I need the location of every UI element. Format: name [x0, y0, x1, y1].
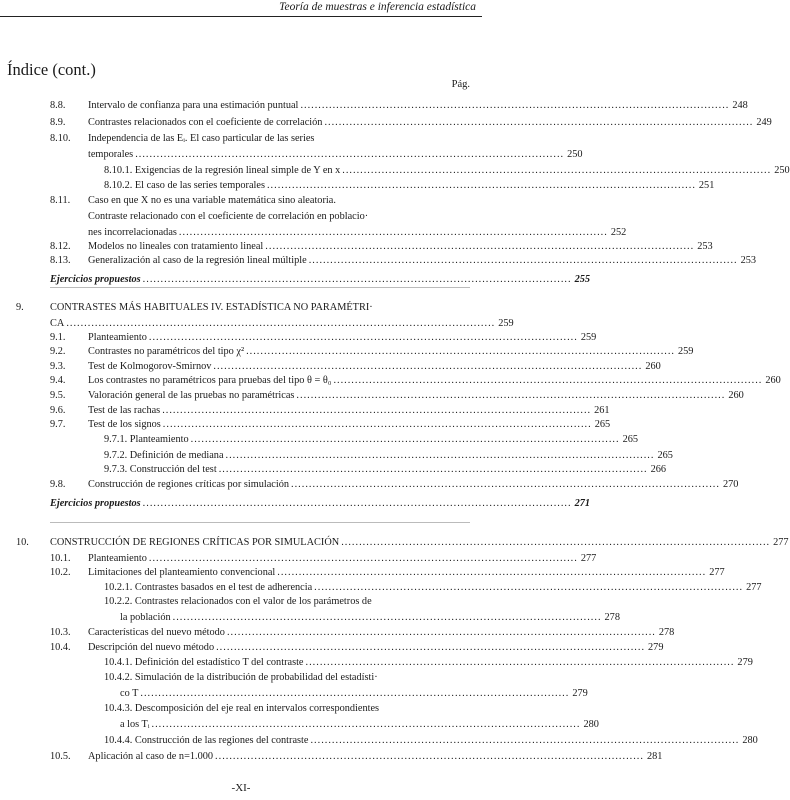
toc-leader-dots: ........................................................................................................................	[216, 642, 646, 653]
toc-entry	[0, 180, 715, 192]
page-number-footer: -XI-	[231, 782, 251, 794]
toc-entry-page: 270	[722, 479, 739, 490]
toc-entry-number: 10.4.	[50, 642, 71, 653]
toc-entry-page: 279	[737, 657, 753, 668]
toc-entry	[0, 255, 757, 267]
toc-leader-dots: ........................................................................................................................	[172, 612, 602, 623]
toc-entry	[0, 751, 663, 763]
toc-entry-number: 10.5.	[50, 751, 71, 762]
toc-entry-number: 8.8.	[50, 100, 66, 111]
toc-entry	[0, 346, 694, 358]
section-divider	[50, 287, 470, 288]
toc-entry	[0, 419, 611, 431]
toc-entry-title: nes incorrelacionadas	[88, 227, 177, 238]
toc-leader-dots: ........................................................................................................................	[308, 255, 738, 266]
toc-leader-dots: ........................................................................................................................	[151, 719, 581, 730]
toc-leader-dots: ........................................................................................................................	[162, 419, 592, 430]
toc-entry-title: Construcción de regiones críticas por simulación	[88, 479, 290, 490]
toc-entry-page: 271	[574, 498, 591, 509]
toc-entry	[0, 498, 591, 510]
toc-entry-number: 8.12.	[50, 241, 71, 252]
toc-entry-title: 10.2.2. Contrastes relacionados con el valor de los parámetros de	[104, 596, 372, 607]
toc-entry	[0, 405, 610, 417]
toc-entry-page: 277	[580, 553, 597, 564]
toc-entry-title: Aplicación al caso de n=1.000	[88, 751, 214, 762]
toc-entry	[0, 274, 591, 286]
toc-leader-dots: ........................................................................................................................	[296, 390, 726, 401]
toc-entry	[0, 735, 758, 747]
toc-entry-number: 8.10.	[50, 133, 71, 144]
toc-entry	[0, 390, 744, 402]
toc-entry	[0, 450, 673, 462]
toc-entry-page: 280	[583, 719, 599, 730]
toc-leader-dots: ........................................................................................................................	[305, 657, 735, 668]
toc-leader-dots: ........................................................................................................................	[266, 180, 696, 191]
running-header-title: Teoría de muestras e inferencia estadística	[279, 1, 476, 13]
toc-entry-title: 10.2.1. Contrastes basados en el test de adherencia	[104, 582, 313, 593]
toc-entry	[0, 567, 725, 579]
toc-entry-title: Contraste relacionado con el coeficiente de correlación en poblacio·	[88, 211, 369, 222]
toc-entry-page: 277	[709, 567, 725, 578]
toc-entry	[0, 165, 790, 177]
toc-entry-number: 9.8.	[50, 479, 66, 490]
toc-entry	[0, 375, 781, 387]
toc-entry-title: Test de las rachas	[88, 405, 161, 416]
toc-leader-dots: ........................................................................................................................	[324, 117, 754, 128]
toc-entry-title: Test de Kolmogorov-Smirnov	[88, 361, 212, 372]
toc-entry-page: 248	[732, 100, 748, 111]
toc-entry-title: Contrastes relacionados con el coeficiente de correlación	[88, 117, 323, 128]
toc-leader-dots: ........................................................................................................................	[190, 434, 620, 445]
toc-entry	[0, 100, 748, 112]
toc-leader-dots: ........................................................................................................................	[140, 688, 570, 699]
toc-entry-title: la población	[120, 612, 171, 623]
toc-leader-dots: ........................................................................................................................	[333, 375, 763, 386]
toc-leader-dots: ........................................................................................................................	[162, 405, 592, 416]
toc-entry	[0, 537, 789, 549]
toc-entry-number: 9.2.	[50, 346, 66, 357]
toc-entry-number: 10.	[16, 537, 29, 548]
toc-leader-dots: ........................................................................................................................	[291, 479, 720, 490]
toc-leader-dots: ........................................................................................................................	[66, 318, 496, 329]
toc-leader-dots: ........................................................................................................................	[226, 627, 656, 638]
toc-entry-title: Modelos no lineales con tratamiento lineal	[88, 241, 264, 252]
toc-entry-title: 10.4.4. Construcción de las regiones del contraste	[104, 735, 309, 746]
toc-entry-page: 278	[604, 612, 620, 623]
toc-leader-dots: ........................................................................................................................	[213, 361, 643, 372]
toc-entry	[0, 241, 713, 253]
toc-leader-dots: ........................................................................................................................	[341, 537, 771, 548]
toc-entry-number: 8.11.	[50, 195, 71, 206]
toc-leader-dots: ........................................................................................................................	[310, 735, 740, 746]
toc-leader-dots: ........................................................................................................................	[215, 751, 644, 762]
toc-entry	[0, 612, 620, 624]
toc-entry-title: Generalización al caso de la regresión lineal múltiple	[88, 255, 307, 266]
toc-entry-page: 266	[650, 464, 667, 475]
toc-entry	[0, 596, 474, 608]
toc-leader-dots: ........................................................................................................................	[178, 227, 608, 238]
toc-entry-number: 9.3.	[50, 361, 66, 372]
toc-entry-page: 280	[742, 735, 758, 746]
index-title: Índice (cont.)	[7, 60, 96, 79]
toc-entry-page: 277	[773, 537, 789, 548]
toc-entry	[0, 479, 739, 491]
toc-entry-page: 277	[746, 582, 762, 593]
toc-entry-title: Contrastes no paramétricos del tipo χ²	[88, 346, 245, 357]
toc-entry-page: 250	[774, 165, 790, 176]
toc-entry-page: 278	[658, 627, 675, 638]
toc-leader-dots: ........................................................................................................................	[135, 149, 565, 160]
toc-leader-dots: ........................................................................................................................	[218, 464, 648, 475]
toc-leader-dots: ........................................................................................................................	[225, 450, 655, 461]
toc-entry-page: 265	[657, 450, 673, 461]
toc-leader-dots: ........................................................................................................................	[246, 346, 675, 357]
toc-entry-title: Test de los signos	[88, 419, 161, 430]
toc-entry-title: Características del nuevo método	[88, 627, 225, 638]
toc-entry	[0, 302, 474, 314]
toc-leader-dots: ........................................................................................................................	[265, 241, 695, 252]
toc-entry-title: CONTRASTES MÁS HABITUALES IV. ESTADÍSTICA NO PARAMÉTRI·	[50, 302, 373, 313]
toc-entry-page: 260	[765, 375, 781, 386]
toc-entry-page: 279	[648, 642, 664, 653]
toc-entry-page: 255	[574, 274, 591, 285]
toc-entry-title: Valoración general de las pruebas no paramétricas	[88, 390, 295, 401]
toc-entry-title: Intervalo de confianza para una estimación puntual	[88, 100, 299, 111]
section-divider	[50, 522, 470, 523]
toc-entry-title: Caso en que X no es una variable matemática sino aleatoria.	[88, 195, 336, 206]
toc-entry	[0, 672, 474, 684]
toc-entry-title: temporales	[88, 149, 134, 160]
toc-entry	[0, 318, 514, 330]
toc-entry-page: 252	[610, 227, 627, 238]
toc-entry-number: 9.5.	[50, 390, 66, 401]
toc-entry-page: 261	[594, 405, 610, 416]
toc-entry-page: 250	[567, 149, 583, 160]
toc-entry	[0, 361, 661, 373]
toc-entry	[0, 464, 667, 476]
toc-entry-page: 253	[697, 241, 713, 252]
toc-entry-title: 8.10.2. El caso de las series temporales	[104, 180, 265, 191]
toc-entry-title: Ejercicios propuestos	[50, 498, 141, 509]
toc-entry-number: 8.13.	[50, 255, 71, 266]
page-column-label: Pág.	[451, 79, 470, 90]
toc-entry-number: 10.2.	[50, 567, 71, 578]
toc-entry-title: Los contrastes no paramétricos para pruebas del tipo θ = θ₀	[88, 375, 332, 386]
toc-entry-page: 281	[646, 751, 663, 762]
toc-entry-title: Independencia de las Eᵢ. El caso particular de las series	[88, 133, 315, 144]
toc-entry	[0, 434, 639, 446]
toc-leader-dots: ........................................................................................................................	[314, 582, 744, 593]
toc-entry	[0, 227, 627, 239]
toc-entry-number: 10.1.	[50, 553, 71, 564]
toc-entry-title: 9.7.2. Definición de mediana	[104, 450, 224, 461]
toc-entry-title: co T	[120, 688, 139, 699]
toc-entry-page: 259	[498, 318, 514, 329]
toc-entry-title: CA	[50, 318, 65, 329]
toc-entry-title: Planteamiento	[88, 553, 147, 564]
toc-entry	[0, 553, 597, 565]
toc-entry-page: 260	[728, 390, 744, 401]
toc-entry	[0, 582, 762, 594]
toc-entry-page: 265	[594, 419, 611, 430]
toc-entry-number: 9.4.	[50, 375, 66, 386]
toc-leader-dots: ........................................................................................................................	[277, 567, 707, 578]
toc-leader-dots: ........................................................................................................................	[142, 274, 572, 285]
toc-entry-page: 265	[622, 434, 639, 445]
toc-entry-title: Ejercicios propuestos	[50, 274, 141, 285]
toc-entry-title: 9.7.1. Planteamiento	[104, 434, 189, 445]
toc-leader-dots: ........................................................................................................................	[148, 332, 578, 343]
toc-entry-title: CONSTRUCCIÓN DE REGIONES CRÍTICAS POR SIMULACIÓN	[50, 537, 340, 548]
toc-entry	[0, 719, 599, 731]
toc-entry-number: 9.	[16, 302, 24, 313]
toc-entry	[0, 688, 588, 700]
toc-entry-page: 253	[740, 255, 757, 266]
toc-entry	[0, 332, 597, 344]
toc-entry	[0, 211, 474, 223]
toc-entry	[0, 195, 474, 207]
toc-leader-dots: ........................................................................................................................	[300, 100, 730, 111]
toc-entry-title: a los Tᵢ	[120, 719, 150, 730]
toc-entry-number: 10.3.	[50, 627, 71, 638]
toc-entry	[0, 117, 772, 129]
toc-entry-title: 10.4.2. Simulación de la distribución de probabilidad del estadísti·	[104, 672, 378, 683]
toc-entry-title: Descripción del nuevo método	[88, 642, 215, 653]
toc-entry	[0, 703, 474, 715]
toc-entry-title: Limitaciones del planteamiento convencional	[88, 567, 276, 578]
toc-entry-page: 259	[677, 346, 694, 357]
toc-entry	[0, 642, 664, 654]
toc-entry-number: 9.1.	[50, 332, 66, 343]
toc-entry	[0, 627, 675, 639]
toc-entry-number: 9.6.	[50, 405, 66, 416]
toc-entry	[0, 133, 474, 145]
toc-entry	[0, 657, 753, 669]
toc-entry-title: 9.7.3. Construcción del test	[104, 464, 217, 475]
toc-entry	[0, 149, 583, 161]
toc-entry-page: 249	[756, 117, 772, 128]
toc-entry-number: 9.7.	[50, 419, 66, 430]
toc-entry-number: 8.9.	[50, 117, 66, 128]
toc-entry-title: 8.10.1. Exigencias de la regresión lineal simple de Y en x	[104, 165, 341, 176]
toc-leader-dots: ........................................................................................................................	[148, 553, 578, 564]
toc-entry-title: Planteamiento	[88, 332, 147, 343]
toc-leader-dots: ........................................................................................................................	[142, 498, 572, 509]
toc-entry-page: 279	[572, 688, 588, 699]
toc-leader-dots: ........................................................................................................................	[342, 165, 772, 176]
toc-entry-title: 10.4.3. Descomposición del eje real en intervalos correspondientes	[104, 703, 380, 714]
toc-entry-title: 10.4.1. Definición del estadístico T del contraste	[104, 657, 304, 668]
toc-entry-page: 251	[698, 180, 715, 191]
toc-entry-page: 259	[580, 332, 597, 343]
toc-entry-page: 260	[645, 361, 661, 372]
